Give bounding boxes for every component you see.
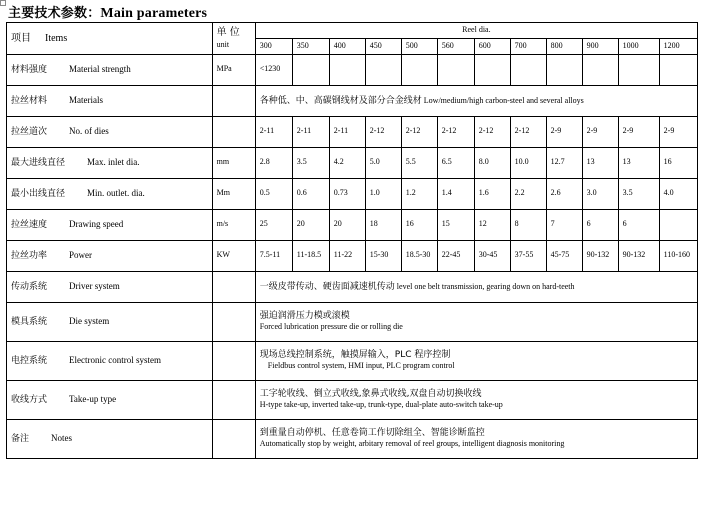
- row-value: 12: [474, 209, 510, 240]
- row-label-en: No. of dies: [69, 126, 109, 137]
- row-value: 20: [292, 209, 329, 240]
- row-value: 7: [546, 209, 582, 240]
- reel-size-cell: 500: [401, 38, 437, 54]
- row-label-en: Driver system: [69, 281, 120, 292]
- row-value: 1.4: [437, 178, 474, 209]
- header-reel-dia: Reel dia.: [255, 23, 697, 39]
- table-row: [7, 302, 698, 341]
- page-title-en: Main parameters: [100, 6, 208, 21]
- row-value: 15-30: [365, 240, 401, 271]
- row-value: 7.5-11: [255, 240, 292, 271]
- reel-size-cell: 600: [474, 38, 510, 54]
- table-header-row: [7, 23, 698, 39]
- row-value: 2-12: [365, 116, 401, 147]
- row-value: [659, 209, 697, 240]
- row-value: 30-45: [474, 240, 510, 271]
- row-unit: KW: [212, 240, 255, 271]
- table-row: [7, 116, 698, 147]
- reel-size-cell: 800: [546, 38, 582, 54]
- row-value: 90-132: [582, 240, 618, 271]
- reel-size-cell: 1200: [659, 38, 697, 54]
- row-value: 12.7: [546, 147, 582, 178]
- row-label: [7, 271, 213, 302]
- row-value: 6.5: [437, 147, 474, 178]
- corner-handle-top-left: [0, 0, 6, 6]
- reel-size-cell: 900: [582, 38, 618, 54]
- row-value: 2.2: [510, 178, 546, 209]
- row-value: 20: [329, 209, 365, 240]
- row-value: 1.2: [401, 178, 437, 209]
- row-unit: Mm: [212, 178, 255, 209]
- row-label-cn: 材料强度: [11, 65, 48, 76]
- row-unit: m/s: [212, 209, 255, 240]
- row-value: 3.0: [582, 178, 618, 209]
- table-row: [7, 54, 698, 85]
- main-parameters-table: [6, 22, 698, 459]
- row-span-value: [255, 302, 697, 341]
- row-span-cn: 强迫润滑压力模或滚模: [259, 311, 350, 322]
- row-value: 0.6: [292, 178, 329, 209]
- row-unit: [212, 85, 255, 116]
- row-value: [618, 54, 659, 85]
- row-value: 2.6: [546, 178, 582, 209]
- reel-size-cell: 350: [292, 38, 329, 54]
- table-row: [7, 147, 698, 178]
- row-unit: MPa: [212, 54, 255, 85]
- row-value: 2-12: [437, 116, 474, 147]
- row-label: [7, 54, 213, 85]
- row-unit: [212, 116, 255, 147]
- row-unit: [212, 271, 255, 302]
- row-label: [7, 209, 213, 240]
- row-span-cn: 各种低、中、高碳钢线材及部分合金线材: [259, 95, 422, 106]
- row-span-cn: 一级皮带传动、硬齿面减速机传动: [259, 281, 395, 292]
- row-label: [7, 147, 213, 178]
- row-value: 6: [618, 209, 659, 240]
- row-span-cn: 现场总线控制系统，触摸屏输入，PLC 程序控制: [259, 350, 451, 361]
- table-row: [7, 341, 698, 380]
- table-row: [7, 209, 698, 240]
- header-items-en: Items: [45, 32, 68, 44]
- row-value: 18.5-30: [401, 240, 437, 271]
- row-value: 15: [437, 209, 474, 240]
- row-value: 5.0: [365, 147, 401, 178]
- row-value: 6: [582, 209, 618, 240]
- row-span-en: Low/medium/high carbon-steel and several alloys: [423, 95, 584, 105]
- row-value: 2.8: [255, 147, 292, 178]
- header-unit-en: unit: [216, 39, 230, 49]
- row-value: [329, 54, 365, 85]
- row-span-value: [255, 85, 697, 116]
- row-value: <1230: [255, 54, 292, 85]
- row-label-en: Materials: [69, 95, 104, 106]
- row-value: 2-9: [546, 116, 582, 147]
- row-span-cn: 到重量自动停机、任意卷筒工作切除组全、智能诊断监控: [259, 428, 485, 439]
- row-value: 4.0: [659, 178, 697, 209]
- row-value: 22-45: [437, 240, 474, 271]
- row-value: 2-11: [329, 116, 365, 147]
- row-label-en: Power: [69, 250, 93, 261]
- reel-size-cell: 300: [255, 38, 292, 54]
- row-value: 5.5: [401, 147, 437, 178]
- row-label-cn: 最小出线直径: [11, 189, 66, 200]
- row-label-en: Min. outlet. dia.: [87, 188, 145, 199]
- table-row: [7, 419, 698, 458]
- row-label: [7, 341, 213, 380]
- row-label-cn: 备注: [11, 434, 30, 445]
- row-label: [7, 178, 213, 209]
- row-value: 18: [365, 209, 401, 240]
- row-value: 2-11: [292, 116, 329, 147]
- row-span-value: [255, 380, 697, 419]
- row-label-cn: 模具系统: [11, 317, 48, 328]
- row-label-en: Die system: [69, 316, 110, 327]
- row-label: [7, 302, 213, 341]
- row-value: 45-75: [546, 240, 582, 271]
- row-value: 3.5: [618, 178, 659, 209]
- row-value: 37-55: [510, 240, 546, 271]
- row-value: 2-12: [474, 116, 510, 147]
- row-span-cn: 工字轮收线、倒立式收线,象鼻式收线,双盘自动切换收线: [259, 389, 482, 400]
- page-title: [8, 2, 207, 22]
- row-span-en: Forced lubrication pressure die or rolling die: [259, 322, 403, 332]
- row-value: 2-12: [401, 116, 437, 147]
- row-span-en: level one belt transmission, gearing down on hard-teeth: [396, 281, 575, 291]
- row-label-cn: 最大进线直径: [11, 158, 66, 169]
- row-label-en: Notes: [51, 433, 73, 444]
- row-label-en: Material strength: [69, 64, 131, 75]
- row-value: 0.73: [329, 178, 365, 209]
- row-unit: [212, 380, 255, 419]
- row-value: [546, 54, 582, 85]
- row-value: 90-132: [618, 240, 659, 271]
- row-value: 110-160: [659, 240, 697, 271]
- reel-size-cell: 560: [437, 38, 474, 54]
- row-value: [292, 54, 329, 85]
- row-unit: [212, 341, 255, 380]
- reel-size-cell: 450: [365, 38, 401, 54]
- row-value: 4.2: [329, 147, 365, 178]
- row-span-en: H-type take-up, inverted take-up, trunk-type, dual-plate auto-switch take-up: [259, 400, 503, 410]
- row-value: [582, 54, 618, 85]
- reel-size-cell: 400: [329, 38, 365, 54]
- row-span-en: Fieldbus control system, HMI input, PLC program control: [267, 361, 455, 371]
- row-label: [7, 380, 213, 419]
- row-span-value: [255, 271, 697, 302]
- row-span-value: [255, 419, 697, 458]
- row-value: 8.0: [474, 147, 510, 178]
- row-label-en: Take-up type: [69, 394, 117, 405]
- row-value: 25: [255, 209, 292, 240]
- row-label-cn: 拉丝材料: [11, 96, 48, 107]
- table-row: [7, 85, 698, 116]
- row-value: 2-12: [510, 116, 546, 147]
- row-value: 13: [618, 147, 659, 178]
- row-value: 2-9: [618, 116, 659, 147]
- row-value: [510, 54, 546, 85]
- row-label-cn: 收线方式: [11, 395, 48, 406]
- row-value: 10.0: [510, 147, 546, 178]
- header-items-cn: 项目: [11, 32, 31, 44]
- table-row: [7, 271, 698, 302]
- row-label: [7, 419, 213, 458]
- header-items: [7, 23, 213, 55]
- row-value: 3.5: [292, 147, 329, 178]
- row-value: 11-18.5: [292, 240, 329, 271]
- row-value: 16: [401, 209, 437, 240]
- row-value: 11-22: [329, 240, 365, 271]
- reel-size-cell: 1000: [618, 38, 659, 54]
- row-span-en: Automatically stop by weight, arbitary removal of reel groups, intelligent diagnosis monitoring: [259, 439, 565, 449]
- row-value: 13: [582, 147, 618, 178]
- row-value: 1.0: [365, 178, 401, 209]
- reel-size-cell: 700: [510, 38, 546, 54]
- row-value: 16: [659, 147, 697, 178]
- row-label-en: Drawing speed: [69, 219, 124, 230]
- row-label: [7, 85, 213, 116]
- row-label-cn: 拉丝道次: [11, 127, 48, 138]
- row-label-cn: 传动系统: [11, 282, 48, 293]
- row-value: [401, 54, 437, 85]
- row-value: 1.6: [474, 178, 510, 209]
- header-unit: [212, 23, 255, 55]
- table-row: [7, 380, 698, 419]
- row-value: [437, 54, 474, 85]
- row-value: 2-9: [582, 116, 618, 147]
- header-unit-cn: 单 位: [216, 27, 240, 39]
- row-label-en: Electronic control system: [69, 355, 161, 366]
- row-label: [7, 240, 213, 271]
- row-value: [365, 54, 401, 85]
- row-label-cn: 拉丝速度: [11, 220, 48, 231]
- row-label-cn: 拉丝功率: [11, 251, 48, 262]
- row-value: 2-9: [659, 116, 697, 147]
- row-unit: [212, 419, 255, 458]
- row-label-en: Max. inlet dia.: [87, 157, 140, 168]
- row-value: 2-11: [255, 116, 292, 147]
- row-value: 8: [510, 209, 546, 240]
- row-value: [659, 54, 697, 85]
- row-label-cn: 电控系统: [11, 356, 48, 367]
- page-title-cn: 主要技术参数：: [8, 6, 101, 21]
- row-span-value: [255, 341, 697, 380]
- table-row: [7, 178, 698, 209]
- row-value: [474, 54, 510, 85]
- row-unit: [212, 302, 255, 341]
- table-row: [7, 240, 698, 271]
- row-value: 0.5: [255, 178, 292, 209]
- row-unit: mm: [212, 147, 255, 178]
- row-label: [7, 116, 213, 147]
